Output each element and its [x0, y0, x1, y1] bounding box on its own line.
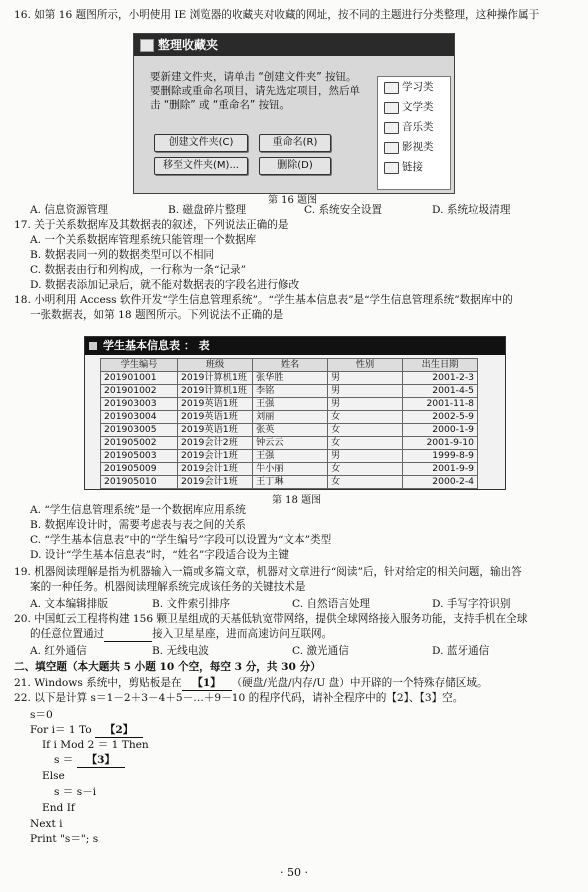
table-row[interactable]: [101, 450, 478, 463]
q19-stem-line2: 案的一种任务。机器阅读理解系统完成该任务的关键技术是: [30, 581, 306, 593]
column-header[interactable]: 性别: [328, 359, 403, 372]
table-row[interactable]: [101, 437, 478, 450]
folder-item-film[interactable]: 影视类: [378, 137, 450, 157]
table-cell: 2019英语1班: [178, 424, 253, 437]
q20-stem-line1: 20. 中国虹云工程将构建 156 颗卫星组成的天基低轨宽带网络，提供全球网络接入服务功能，支持手机在全球: [14, 613, 528, 625]
code-line: If i Mod 2 ＝ 1 Then: [42, 739, 149, 751]
table-body: [101, 372, 478, 489]
dialog-instructions: 要新建文件夹，请单击 “创建文件夹” 按钮。要删除或重命名项目，请先选定项目，然后单击 “删除” 或 “重命名” 按钮。: [150, 71, 360, 111]
table-row[interactable]: [101, 463, 478, 476]
q22-blank-2[interactable]: 【2】: [95, 724, 143, 738]
q18-stem-line1: 18. 小明利用 Access 软件开发“学生信息管理系统”。“学生基本信息表”是“学生信息管理系统”数据库中的: [14, 294, 513, 306]
table-cell: 女: [328, 424, 403, 437]
table-cell: 2019会计2班: [178, 437, 253, 450]
table-cell: 201905003: [101, 450, 178, 463]
create-folder-button[interactable]: 创建文件夹(C): [154, 134, 248, 152]
table-cell: 201903003: [101, 398, 178, 411]
table-cell: 2000-2-4: [403, 476, 478, 489]
table-cell: 钟云云: [253, 437, 328, 450]
table-cell: 201905002: [101, 437, 178, 450]
move-to-folder-button[interactable]: 移至文件夹(M)...: [154, 157, 248, 175]
q20-stem-line2: 的任意位置通过 接入卫星星座，进而高速访问互联网。: [30, 628, 333, 640]
column-header[interactable]: 出生日期: [403, 359, 478, 372]
q19-option-a: A. 文本编辑排版: [30, 598, 108, 610]
q20-option-a: A. 红外通信: [30, 645, 87, 657]
q17-option-a: A. 一个关系数据库管理系统只能管理一个数据库: [30, 234, 257, 246]
table-cell: 2019计算机1班: [178, 372, 253, 385]
q16-stem: 16. 如第 16 题图所示，小明使用 IE 浏览器的收藏夹对收藏的网址，按不同的主题进行分类整理，这种操作属于: [14, 9, 540, 21]
table-icon: [89, 342, 97, 350]
folder-item-music[interactable]: 音乐类: [378, 117, 450, 137]
student-info-table: [100, 358, 478, 489]
q17-option-c: C. 数据表由行和列构成，一行称为一条“记录”: [30, 264, 246, 276]
figure-16-caption: 第 16 题图: [268, 195, 318, 206]
table-cell: 女: [328, 411, 403, 424]
folder-icon: [384, 122, 399, 134]
folder-icon: [384, 82, 399, 94]
q22-blank-3[interactable]: 【3】: [77, 754, 125, 768]
q16-option-a: A. 信息资源管理: [30, 204, 108, 216]
column-header[interactable]: 姓名: [253, 359, 328, 372]
q19-option-c: C. 自然语言处理: [292, 598, 371, 610]
table-cell: 2001-2-3: [403, 372, 478, 385]
dialog-title: 整理收藏夹: [158, 38, 219, 52]
q17-stem: 17. 关于关系数据库及其数据表的叙述，下列说法正确的是: [14, 219, 289, 231]
table-cell: 张华胜: [253, 372, 328, 385]
code-line: s ＝ 【3】: [54, 754, 125, 768]
q22-stem: 22. 以下是计算 s＝1－2＋3－4＋5－…＋9－10 的程序代码，请补全程序中的【2】、【3】空。: [14, 692, 464, 704]
q20-option-d: D. 蓝牙通信: [432, 645, 490, 657]
table-cell: 201901001: [101, 372, 178, 385]
table-cell: 刘丽: [253, 411, 328, 424]
table-cell: 201901002: [101, 385, 178, 398]
table-cell: 201903005: [101, 424, 178, 437]
code-line: Else: [42, 770, 65, 782]
table-cell: 王强: [253, 450, 328, 463]
table-cell: 2000-1-9: [403, 424, 478, 437]
student-info-table-window: [84, 336, 506, 490]
table-cell: 张英: [253, 424, 328, 437]
q16-option-d: D. 系统垃圾清理: [432, 204, 511, 216]
code-line: s ＝ s－i: [54, 786, 97, 798]
table-cell: 男: [328, 398, 403, 411]
table-cell: 牛小丽: [253, 463, 328, 476]
section-2-heading: 二、填空题（本大题共 5 小题 10 个空，每空 3 分，共 30 分）: [14, 661, 321, 673]
table-row[interactable]: [101, 411, 478, 424]
table-cell: 2019会计1班: [178, 463, 253, 476]
table-cell: 201905010: [101, 476, 178, 489]
table-cell: 女: [328, 476, 403, 489]
table-cell: 2002-5-9: [403, 411, 478, 424]
table-header-row: [101, 359, 478, 372]
folder-icon: [384, 142, 399, 154]
q21-stem: 21. Windows 系统中，剪贴板是在 【1】 （硬盘/光盘/内存/U 盘）中开辟的一个特殊存储区域。: [14, 677, 488, 689]
dialog-titlebar: [134, 34, 454, 56]
q18-stem-line2: 一张数据表，如第 18 题图所示。下列说法不正确的是: [30, 309, 284, 321]
table-cell: 2001-9-10: [403, 437, 478, 450]
table-cell: 王强: [253, 398, 328, 411]
code-line: Print "s＝"; s: [30, 833, 99, 845]
q20-option-c: C. 激光通信: [292, 645, 349, 657]
q18-option-b: B. 数据库设计时，需要考虑表与表之间的关系: [30, 519, 246, 531]
folder-item-literature[interactable]: 文学类: [378, 97, 450, 117]
folder-icon: [384, 162, 399, 174]
q20-blank[interactable]: [104, 628, 152, 642]
table-cell: 1999-8-9: [403, 450, 478, 463]
table-row[interactable]: [101, 476, 478, 489]
q18-option-a: A. “学生信息管理系统”是一个数据库应用系统: [30, 504, 246, 516]
q20-option-b: B. 无线电波: [152, 645, 209, 657]
table-cell: 2001-4-5: [403, 385, 478, 398]
table-cell: 男: [328, 372, 403, 385]
code-line: End If: [42, 802, 75, 814]
table-cell: 男: [328, 450, 403, 463]
delete-button[interactable]: 删除(D): [259, 157, 331, 175]
q19-option-d: D. 手写字符识别: [432, 598, 511, 610]
q18-option-d: D. 设计“学生基本信息表”时，“姓名”字段适合设为主键: [30, 549, 289, 561]
column-header[interactable]: 学生编号: [101, 359, 178, 372]
table-row[interactable]: [101, 424, 478, 437]
q17-option-d: D. 数据表添加记录后，就不能对数据表的字段名进行修改: [30, 279, 300, 291]
table-cell: 李铭: [253, 385, 328, 398]
table-cell: 201905009: [101, 463, 178, 476]
code-line: Next i: [30, 818, 63, 830]
q19-stem-line1: 19. 机器阅读理解是指为机器输入一篇或多篇文章，机器对文章进行“阅读”后，针对给定的相关问题，输出答: [14, 566, 522, 578]
rename-button[interactable]: 重命名(R): [259, 134, 331, 152]
table-cell: 王丁琳: [253, 476, 328, 489]
q16-option-b: B. 磁盘碎片整理: [168, 204, 247, 216]
favorites-folder-icon: [140, 39, 154, 52]
column-header[interactable]: 班级: [178, 359, 253, 372]
table-cell: 男: [328, 385, 403, 398]
table-cell: 2001-9-9: [403, 463, 478, 476]
table-cell: 2019会计1班: [178, 450, 253, 463]
table-cell: 2019会计1班: [178, 476, 253, 489]
table-cell: 2019英语1班: [178, 411, 253, 424]
table-title: 学生基本信息表 ： 表: [103, 339, 210, 352]
table-titlebar: [85, 337, 505, 355]
table-row[interactable]: [101, 385, 478, 398]
table-cell: 女: [328, 463, 403, 476]
q17-option-b: B. 数据表同一列的数据类型可以不相同: [30, 249, 215, 261]
q19-option-b: B. 文件索引排序: [152, 598, 231, 610]
table-cell: 女: [328, 437, 403, 450]
code-line: s＝0: [30, 709, 53, 721]
table-cell: 2019英语1班: [178, 398, 253, 411]
table-cell: 2019计算机1班: [178, 385, 253, 398]
folder-icon: [384, 102, 399, 114]
folder-item-study[interactable]: 学习类: [378, 77, 450, 97]
table-row[interactable]: [101, 372, 478, 385]
q21-blank-1[interactable]: 【1】: [182, 677, 232, 691]
code-line: For i＝ 1 To 【2】: [30, 724, 143, 738]
table-cell: 2001-11-8: [403, 398, 478, 411]
table-cell: 201903004: [101, 411, 178, 424]
figure-18-caption: 第 18 题图: [272, 495, 322, 506]
q16-option-c: C. 系统安全设置: [304, 204, 383, 216]
folder-item-links[interactable]: 链接: [378, 157, 450, 177]
organize-favorites-dialog: [133, 33, 455, 194]
favorites-folder-list: [377, 76, 451, 190]
q18-option-c: C. “学生基本信息表”中的“学生编号”字段可以设置为“文本”类型: [30, 534, 332, 546]
table-row[interactable]: [101, 398, 478, 411]
page-number: · 50 ·: [280, 866, 308, 879]
